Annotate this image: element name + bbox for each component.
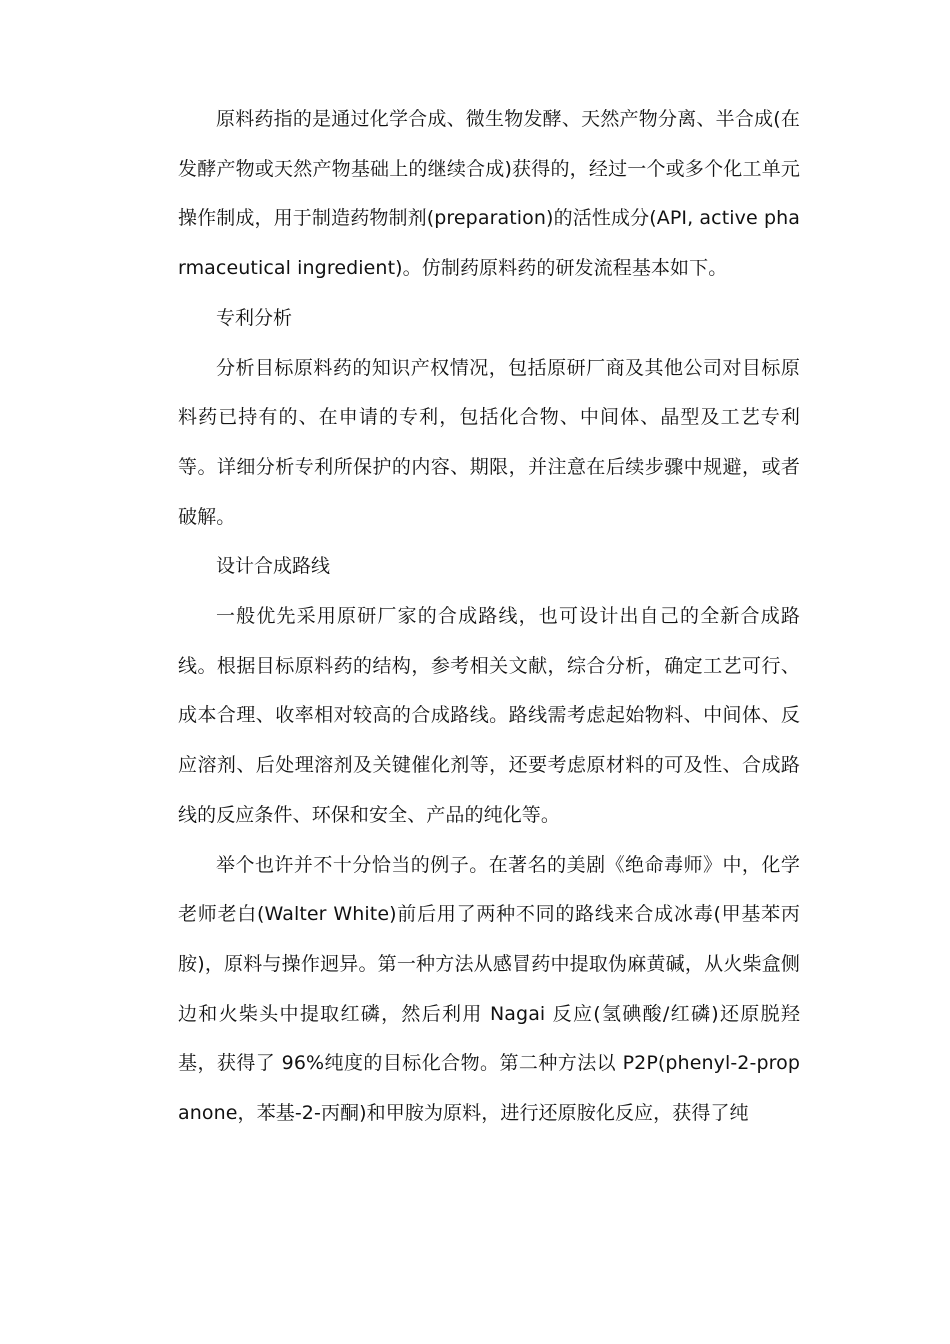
paragraph-patent-analysis: 分析目标原料药的知识产权情况，包括原研厂商及其他公司对目标原料药已持有的、在申请的专利，包括化合物、中间体、晶型及工艺专利等。详细分析专利所保护的内容、期限，并注意在后续步骤中规避，或者破解。 <box>178 356 800 528</box>
document-body <box>178 95 800 1139</box>
paragraph-synthesis-route: 一般优先采用原研厂家的合成路线，也可设计出自己的全新合成路线。根据目标原料药的结构，参考相关文献，综合分析，确定工艺可行、成本合理、收率相对较高的合成路线。路线需考虑起始物料、中间体、反应溶剂、后处理溶剂及关键催化剂等，还要考虑原材料的可及性、合成路线的反应条件、环保和安全、产品的纯化等。 <box>178 605 800 826</box>
paragraph-example: 举个也许并不十分恰当的例子。在著名的美剧《绝命毒师》中，化学老师老白(Walter White)前后用了两种不同的路线来合成冰毒(甲基苯丙胺)，原料与操作迥异。第一种方法从感冒药中提取伪麻黄碱，从火柴盒侧边和火柴头中提取红磷，然后利用 Nagai 反应(氢碘酸/红磷)还原脱羟基，获得了 96%纯度的目标化合物。第二种方法以 P2P(phenyl-2-propanone，苯基-2-丙酮)和甲胺为原料，进行还原胺化反应，获得了纯 <box>178 853 800 1125</box>
paragraph-api-definition: 原料药指的是通过化学合成、微生物发酵、天然产物分离、半合成(在发酵产物或天然产物基础上的继续合成)获得的，经过一个或多个化工单元操作制成，用于制造药物制剂(preparation)的活性成分(API, active pharmaceutical ingredient)。仿制药原料药的研发流程基本如下。 <box>178 108 800 280</box>
heading-synthesis-route: 设计合成路线 <box>216 555 331 578</box>
heading-patent-analysis: 专利分析 <box>216 306 293 329</box>
